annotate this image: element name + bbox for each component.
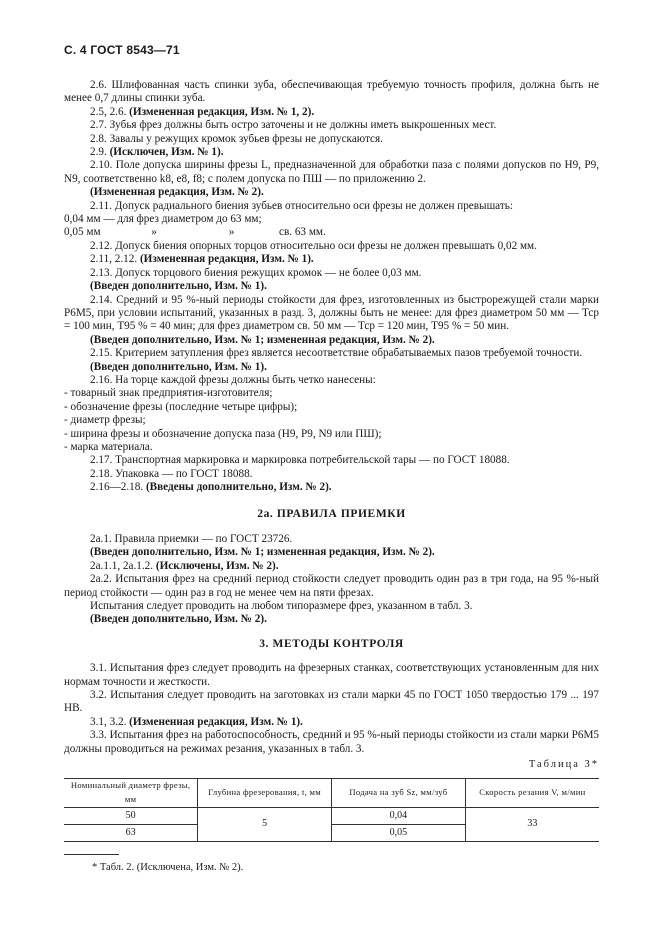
document-body xyxy=(64,79,599,874)
clause-2-15: 2.15. Критерием затупления фрез является несоответствие обрабатываемых пазов требуемой точности. xyxy=(90,347,583,360)
clause-paragraph: 2.8. Завалы у режущих кромок зубьев фрезы не допускаются. xyxy=(90,132,383,145)
table-caption: Таблица 3* xyxy=(528,759,599,771)
clause-paragraph: 2.5, 2.6. (Измененная редакция, Изм. № 1, 2). xyxy=(90,105,315,118)
clause-2-18: 2.18. Упаковка — по ГОСТ 18088. xyxy=(90,467,253,480)
clause-paragraph: 2.13. Допуск торцового биения режущих кромок — не более 0,03 мм. xyxy=(90,266,422,279)
clause-paragraph: 2.6. Шлифованная часть спинки зуба, обеспечивающая требуемую точность профиля, должна быть не менее 0,7 длины спинки зуба. xyxy=(64,79,599,105)
section-2a-title: 2а. ПРАВИЛА ПРИЕМКИ xyxy=(257,507,406,520)
clause-2a-1: 2а.1. Правила приемки — по ГОСТ 23726. xyxy=(90,533,293,545)
clause-2-11: 2.11. Допуск радиального биения зубьев относительно оси фрезы не должен превышать: xyxy=(90,199,513,212)
amendment-line: 2.16—2.18. (Введены дополнительно, Изм. № 2). xyxy=(90,481,332,494)
clause-2-11-b: 0,05 мм » » св. 63 мм. xyxy=(64,226,326,239)
table-cell: 0,05 xyxy=(332,824,466,841)
amendment-note: (Введен дополнительно, Изм. № 2). xyxy=(90,613,267,626)
clause-3-3: 3.3. Испытания фрез на работоспособность, средний и 95 %-ный периоды стойкости из стали марки Р6М5 должны проводиться на режимах резания, указанных в табл. 3. xyxy=(64,729,599,755)
amendment-note: (Измененная редакция, Изм. № 2). xyxy=(90,186,264,199)
cutting-modes-table xyxy=(64,778,599,842)
clause-2a-2: 2а.2. Испытания фрез на средний период стойкости следует проводить один раз в три года, на 95 %-ный период стойкости — один раз в год не менее чем на пяти фрезах. xyxy=(64,573,599,599)
list-item: - ширина фрезы и обозначение допуска паза (Н9, Р9, N9 или ПШ); xyxy=(64,427,382,440)
clause-2-11-a: 0,04 мм — для фрез диаметром до 63 мм; xyxy=(64,213,262,226)
clause-2-14: 2.14. Средний и 95 %-ный периоды стойкости для фрез, изготовленных из быстрорежущей стали марки Р6М5, при условии испытаний, указанных в разд. 3, должны быть не менее: для фрез диаметром 50 мм — Тср = 100 мин, Т95 % = 40 мин; для фрез диаметром св. 50 мм — Тср = 120 мин, Т95 % = 50 мин. xyxy=(64,293,599,333)
table-header: Скорость резания V, м/мин xyxy=(465,778,599,807)
table-header: Номинальный диаметр фрезы, мм xyxy=(64,778,198,807)
clause-2a-2-cont: Испытания следует проводить на любом типоразмере фрез, указанном в табл. 3. xyxy=(90,600,473,613)
table-cell: 33 xyxy=(465,807,599,841)
clause-2-16: 2.16. На торце каждой фрезы должны быть четко нанесены: xyxy=(90,373,376,386)
footnote: * Табл. 2. (Исключена, Изм. № 2). xyxy=(92,861,244,873)
clause-paragraph: 2.7. Зубья фрез должны быть остро заточены и не должны иметь выкрошенных мест. xyxy=(90,119,497,132)
clause-paragraph: 2.10. Поле допуска ширины фрезы L, предназначенной для обработки паза с полями допусков по Н9, Р9, N9, соответственно k8, е8, f8; с полем допуска по ПШ — по приложению 2. xyxy=(64,159,599,185)
clause-3-1: 3.1. Испытания фрез следует проводить на фрезерных станках, соответствующих установленным для них нормам точности и жесткости. xyxy=(64,662,599,688)
clause-paragraph: 2.12. Допуск биения опорных торцов относительно оси фрезы не должен превышать 0,02 мм. xyxy=(90,239,537,252)
section-3-title: 3. МЕТОДЫ КОНТРОЛЯ xyxy=(259,637,404,650)
table-cell: 5 xyxy=(198,807,332,841)
clause-paragraph: 2.9. (Исключен, Изм. № 1). xyxy=(90,146,224,159)
clause-2-17: 2.17. Транспортная маркировка и маркировка потребительской тары — по ГОСТ 18088. xyxy=(90,454,510,467)
table-header: Подача на зуб Sz, мм/зуб xyxy=(332,778,466,807)
list-item: - диаметр фрезы; xyxy=(64,414,146,427)
table-cell: 63 xyxy=(64,824,198,841)
page-header: С. 4 ГОСТ 8543—71 xyxy=(64,43,180,57)
clause-3-2: 3.2. Испытания следует проводить на заготовках из стали марки 45 по ГОСТ 1050 твердостью 179 ... 197 НВ. xyxy=(64,689,599,715)
amendment-line: 2а.1.1, 2а.1.2. (Исключены, Изм. № 2). xyxy=(90,559,279,572)
table-header: Глубина фрезерования, t, мм xyxy=(198,778,332,807)
amendment-note: (Введен дополнительно, Изм. № 1). xyxy=(90,360,267,373)
list-item: - товарный знак предприятия-изготовителя; xyxy=(64,387,273,400)
table-cell: 50 xyxy=(64,807,198,824)
amendment-note: (Введен дополнительно, Изм. № 1). xyxy=(90,280,267,293)
amendment-note: (Введен дополнительно, Изм. № 1; измененная редакция, Изм. № 2). xyxy=(90,546,435,559)
list-item: - марка материала. xyxy=(64,440,153,453)
amendment-line: 3.1, 3.2. (Измененная редакция, Изм. № 1). xyxy=(90,715,303,728)
list-item: - обозначение фрезы (последние четыре цифры); xyxy=(64,400,298,413)
table-cell: 0,04 xyxy=(332,807,466,824)
footnote-divider xyxy=(64,854,119,855)
amendment-note: (Введен дополнительно, Изм. № 1; измененная редакция, Изм. № 2). xyxy=(90,333,435,346)
clause-paragraph: 2.11, 2.12. (Измененная редакция, Изм. № 1). xyxy=(90,253,314,266)
